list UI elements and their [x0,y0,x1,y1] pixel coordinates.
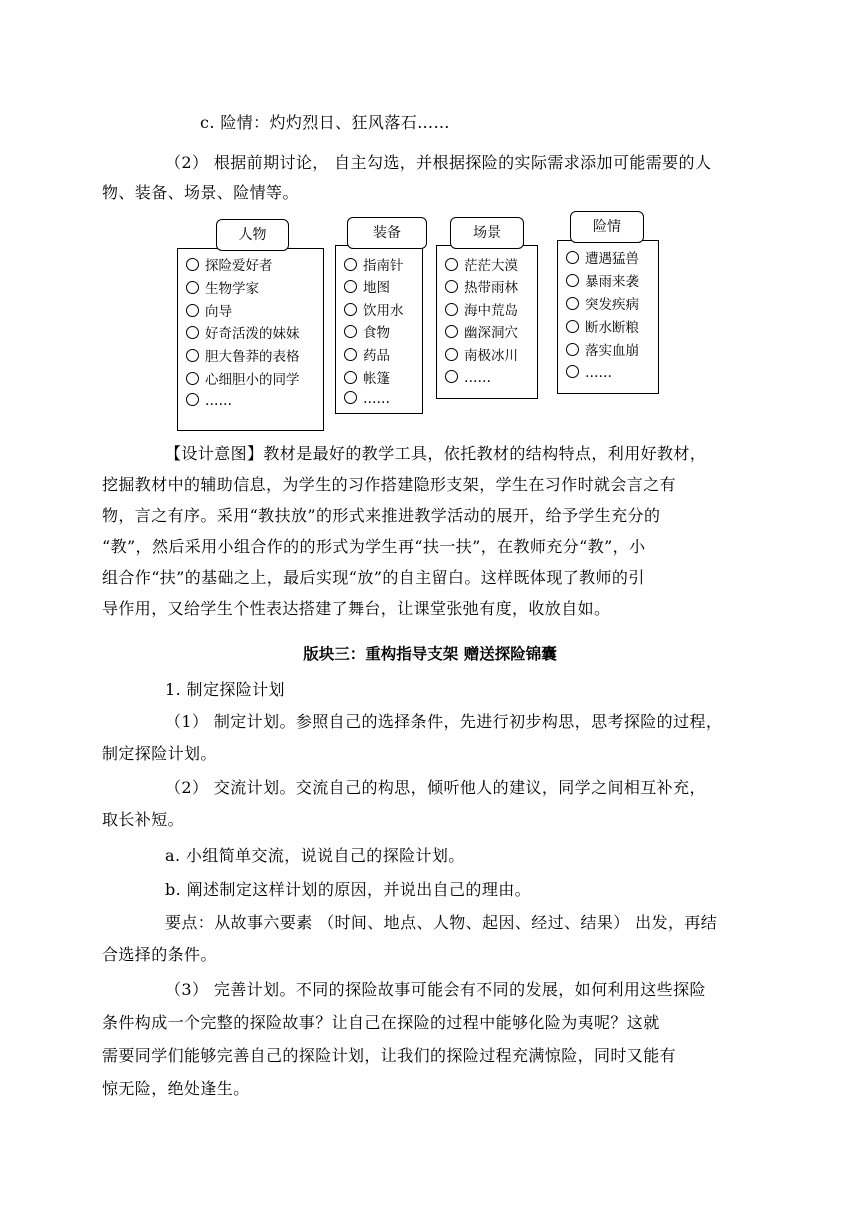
checkbox-circle-icon[interactable] [186,304,199,317]
plan-step2-b: b. 阐述制定这样计划的原因，并说出自己的理由。 [165,880,532,899]
list-item: …… [344,390,390,408]
list-item: 食物 [344,324,390,342]
subsection-title: 1. 制定探险计划 [165,680,285,699]
list-item: 断水断粮 [566,319,639,337]
list-item: 地图 [344,279,390,297]
box-title-people: 人物 [216,219,289,251]
checkbox-circle-icon[interactable] [344,348,357,361]
checklist-box-people [177,248,324,431]
list-item: …… [566,364,612,382]
list-item: 南极冰川 [445,347,518,365]
checkbox-circle-icon[interactable] [344,325,357,338]
checkbox-circle-icon[interactable] [566,274,579,287]
list-item: 茫茫大漠 [445,257,518,275]
list-item: 幽深洞穴 [445,324,518,342]
list-item: 饮用水 [344,302,404,320]
step2-line-1: （2） 根据前期讨论， 自主勾选，并根据探险的实际需求添加可能需要的人 [165,153,712,172]
list-item: 指南针 [344,257,404,275]
list-item: 心细胆小的同学 [186,371,300,389]
list-item: 好奇活泼的妹妹 [186,325,300,343]
checkbox-circle-icon[interactable] [445,348,458,361]
list-item: 向导 [186,303,232,321]
checkbox-circle-icon[interactable] [186,393,199,406]
list-item: 探险爱好者 [186,257,273,275]
checkbox-circle-icon[interactable] [566,320,579,333]
checkbox-circle-icon[interactable] [344,371,357,384]
list-item: 热带雨林 [445,279,518,297]
plan-step3-line: 需要同学们能够完善自己的探险计划，让我们的探险过程充满惊险，同时又能有 [102,1046,677,1065]
section-heading: 版块三：重构指导支架 赠送探险锦囊 [303,645,557,663]
plan-step3-line: 惊无险，绝处逢生。 [102,1079,250,1098]
checkbox-circle-icon[interactable] [186,281,199,294]
design-intent-line: 挖掘教材中的辅助信息，为学生的习作搭建隐形支架，学生在习作时就会言之有 [102,475,677,494]
list-item: 药品 [344,347,390,365]
list-item: 突发疾病 [566,296,639,314]
checkbox-circle-icon[interactable] [344,258,357,271]
checkbox-circle-icon[interactable] [344,303,357,316]
step2-line-2: 物、装备、场景、险情等。 [102,183,299,202]
checkbox-circle-icon[interactable] [186,326,199,339]
checklist-box-scene [436,245,538,399]
design-intent-line: 物，言之有序。采用“教扶放”的形式来推进教学活动的展开，给予学生充分的 [102,506,661,525]
plan-step2-line: （2） 交流计划。交流自己的构思，倾听他人的建议，同学之间相互补充， [165,778,706,797]
checkbox-circle-icon[interactable] [445,303,458,316]
checkbox-circle-icon[interactable] [445,280,458,293]
checkbox-circle-icon[interactable] [566,365,579,378]
plan-step1-line: （1） 制定计划。参照自己的选择条件，先进行初步构思，思考探险的过程， [165,712,723,731]
checkbox-circle-icon[interactable] [566,297,579,310]
checkbox-circle-icon[interactable] [344,280,357,293]
list-item: 帐篷 [344,370,390,388]
design-intent-line: 组合作“扶”的基础之上，最后实现“放”的自主留白。这样既体现了教师的引 [102,568,645,587]
list-item: 落实血崩 [566,342,639,360]
checkbox-circle-icon[interactable] [344,391,357,404]
checkbox-circle-icon[interactable] [186,258,199,271]
plan-step2-line: 取长补短。 [102,810,185,829]
checklist-box-danger [557,240,659,394]
design-intent-line: “教”，然后采用小组合作的的形式为学生再“扶一扶”，在教师充分“教”，小 [102,537,646,556]
checkbox-circle-icon[interactable] [186,349,199,362]
checkbox-circle-icon[interactable] [566,251,579,264]
design-intent-line: 【设计意图】教材是最好的教学工具，依托教材的结构特点，利用好教材， [165,444,707,463]
list-item: 海中荒岛 [445,302,518,320]
list-item: 暴雨来袭 [566,273,639,291]
checkbox-circle-icon[interactable] [445,325,458,338]
list-item: 胆大鲁莽的表格 [186,348,300,366]
box-title-danger: 险情 [570,211,644,243]
box-title-scene: 场景 [450,217,524,249]
checkbox-circle-icon[interactable] [186,372,199,385]
checklist-box-equipment [335,245,423,414]
checkbox-circle-icon[interactable] [445,258,458,271]
checkbox-circle-icon[interactable] [445,370,458,383]
plan-step2-a: a. 小组简单交流，说说自己的探险计划。 [165,846,465,865]
plan-step3-line: 条件构成一个完整的探险故事？让自己在探险的过程中能够化险为夷呢？这就 [102,1013,660,1032]
danger-list-line: c. 险情：灼灼烈日、狂风落石…… [200,113,450,132]
key-points-line: 合选择的条件。 [102,945,217,964]
plan-step1-line: 制定探险计划。 [102,744,217,763]
list-item: …… [445,369,491,387]
design-intent-line: 导作用，又给学生个性表达搭建了舞台，让课堂张弛有度，收放自如。 [102,599,611,618]
list-item: 遭遇猛兽 [566,250,639,268]
key-points-line: 要点：从故事六要素 （时间、地点、人物、起因、经过、结果） 出发，再结 [165,913,718,932]
box-title-equipment: 装备 [347,217,427,249]
list-item: 生物学家 [186,280,259,298]
checkbox-circle-icon[interactable] [566,343,579,356]
list-item: …… [186,392,232,410]
plan-step3-line: （3） 完善计划。不同的探险故事可能会有不同的发展，如何利用这些探险 [165,980,706,999]
